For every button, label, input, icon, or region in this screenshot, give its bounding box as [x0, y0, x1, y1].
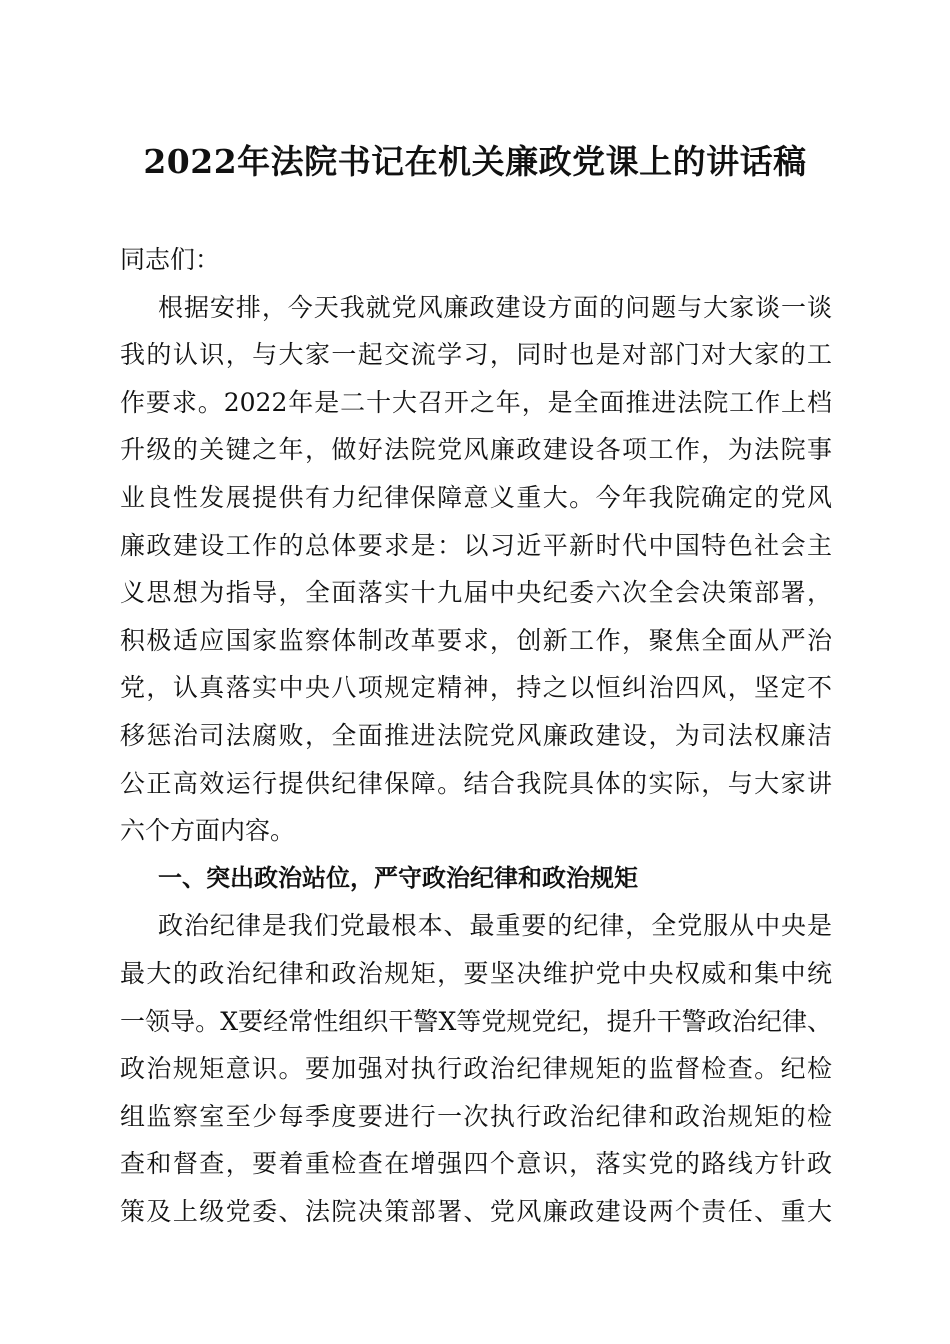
paragraph-line: 移惩治司法腐败，全面推进法院党风廉政建设，为司法权廉洁 [120, 720, 832, 750]
paragraph-line: 根据安排，今天我就党风廉政建设方面的问题与大家谈一谈 [158, 292, 832, 322]
paragraph-line: 业良性发展提供有力纪律保障意义重大。今年我院确定的党风 [120, 482, 832, 512]
paragraph-line: 党，认真落实中央八项规定精神，持之以恒纠治四风，坚定不 [120, 673, 832, 703]
paragraph-line: 政治纪律是我们党最根本、最重要的纪律，全党服从中央是 [158, 911, 832, 941]
paragraph-1 [120, 284, 832, 855]
paragraph-line: 六个方面内容。 [120, 816, 296, 846]
paragraph-2 [120, 902, 832, 1235]
paragraph-line: 策及上级党委、法院决策部署、党风廉政建设两个责任、重大 [120, 1196, 832, 1226]
paragraph-line: 升级的关键之年，做好法院党风廉政建设各项工作，为法院事 [120, 435, 832, 465]
paragraph-line: 积极适应国家监察体制改革要求，创新工作，聚焦全面从严治 [120, 625, 832, 655]
paragraph-line: 作要求。2022年是二十大召开之年，是全面推进法院工作上档 [120, 387, 832, 417]
paragraph-line: 最大的政治纪律和政治规矩，要坚决维护党中央权威和集中统 [120, 958, 832, 988]
section-heading: 一、突出政治站位，严守政治纪律和政治规矩 [158, 863, 638, 892]
paragraph-line: 义思想为指导，全面落实十九届中央纪委六次全会决策部署， [120, 578, 832, 608]
paragraph-line: 查和督查，要着重检查在增强四个意识，落实党的路线方针政 [120, 1149, 832, 1179]
paragraph-line: 组监察室至少每季度要进行一次执行政治纪律和政治规矩的检 [120, 1101, 832, 1131]
paragraph-line: 公正高效运行提供纪律保障。结合我院具体的实际，与大家讲 [120, 768, 832, 798]
paragraph-line: 廉政建设工作的总体要求是：以习近平新时代中国特色社会主 [120, 530, 832, 560]
paragraph-line: 我的认识，与大家一起交流学习，同时也是对部门对大家的工 [120, 340, 832, 370]
document-title: 2022年法院书记在机关廉政党课上的讲话稿 [143, 142, 807, 181]
paragraph-line: 一领导。X要经常性组织干警X等党规党纪，提升干警政治纪律、 [120, 1006, 832, 1036]
paragraph-line: 政治规矩意识。要加强对执行政治纪律规矩的监督检查。纪检 [120, 1054, 832, 1084]
salutation: 同志们： [120, 245, 221, 274]
document-body [120, 236, 832, 1235]
